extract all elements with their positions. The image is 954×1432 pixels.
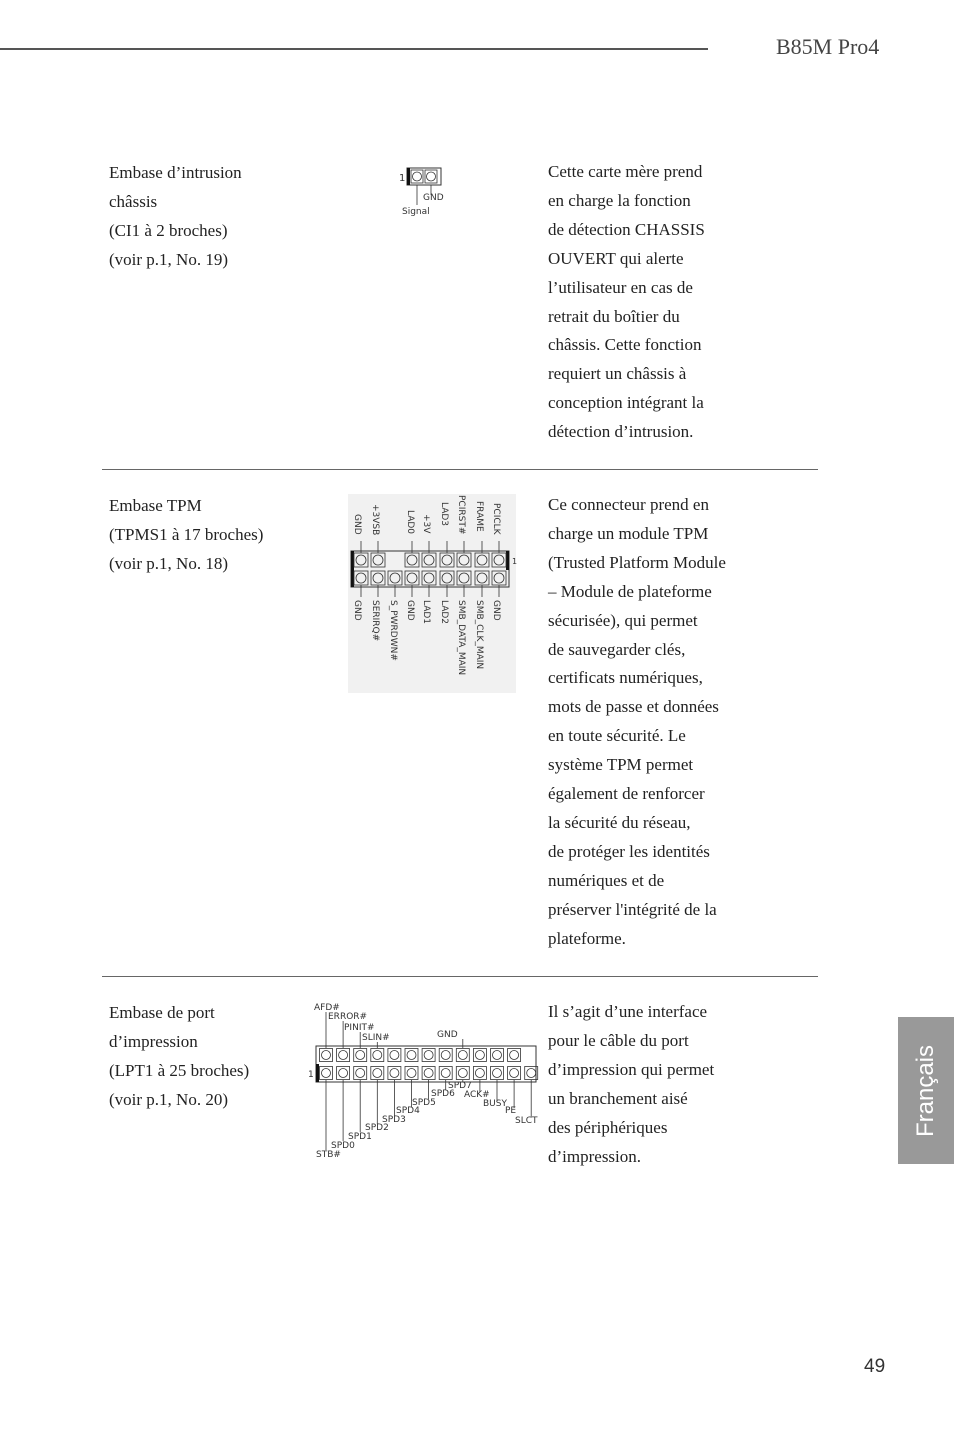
tpm-bottom-label: GND bbox=[405, 600, 415, 621]
connector-pin-hole bbox=[441, 1051, 450, 1060]
lpt-bottom-label: PE bbox=[505, 1106, 517, 1116]
section-divider bbox=[102, 469, 818, 470]
tpm-bottom-label: GND bbox=[352, 600, 362, 621]
lpt-pins bbox=[320, 1049, 538, 1080]
chassis-header-title: Embase d’intrusion châssis (CI1 à 2 broches) (voir p.1, No. 19) bbox=[109, 163, 242, 269]
lpt-top-label: GND bbox=[437, 1030, 458, 1040]
lpt-bottom-label: SPD6 bbox=[431, 1089, 455, 1099]
connector-pin-hole bbox=[424, 1069, 433, 1078]
connector-pin-hole bbox=[458, 1069, 467, 1078]
tpm-top-label: +3VSB bbox=[370, 504, 380, 536]
tpm-bottom-label: LAD2 bbox=[439, 600, 449, 625]
lpt-bottom-label: STB# bbox=[316, 1150, 341, 1160]
tpm-bottom-label: LAD1 bbox=[421, 600, 431, 625]
lpt-bottom-label: SPD7 bbox=[448, 1081, 472, 1091]
lpt-bottom-label: SPD3 bbox=[382, 1115, 406, 1125]
connector-pin-hole bbox=[407, 1069, 416, 1078]
lpt-top-label: PINIT# bbox=[344, 1023, 375, 1033]
gnd-label: GND bbox=[423, 193, 444, 203]
connector-pin-hole bbox=[493, 1069, 502, 1078]
pin1-label: 1 bbox=[308, 1070, 314, 1080]
tpm-bottom-label: SMB_DATA_MAIN bbox=[456, 600, 466, 676]
tpm-top-label: +3V bbox=[421, 514, 431, 534]
chassis-header-description: Cette carte mère prend en charge la fonction de détection CHASSIS OUVERT qui alerte l’utilisateur en cas de retrait du boîtier du châssis. Cette fonction requiert un châssis à conception intégrant la détection d’intrusion. bbox=[548, 162, 705, 442]
lpt-top-label: SLIN# bbox=[362, 1033, 390, 1043]
chassis-header-diagram bbox=[396, 164, 466, 220]
language-tab-label: Français bbox=[912, 1044, 939, 1137]
connector-pin-hole bbox=[356, 1069, 365, 1078]
connector-pin-hole bbox=[458, 1051, 467, 1060]
pin1-label: 1 bbox=[399, 173, 406, 184]
tpm-top-label: PCIRST# bbox=[456, 495, 466, 535]
connector-pin-hole bbox=[424, 1051, 433, 1060]
connector-pin-hole bbox=[510, 1051, 519, 1060]
tpm-bottom-label: SERIRQ# bbox=[370, 600, 380, 642]
lpt-bottom-label: SPD2 bbox=[365, 1123, 389, 1133]
lpt-top-label: ERROR# bbox=[328, 1012, 368, 1022]
section-divider bbox=[102, 976, 818, 977]
lpt-bottom-label: SPD5 bbox=[412, 1098, 436, 1108]
lpt-bottom-label: BUSY bbox=[483, 1099, 507, 1109]
tpm-bottom-label: GND bbox=[491, 600, 501, 621]
connector-pin-hole bbox=[407, 1051, 416, 1060]
page-number: 49 bbox=[864, 1356, 886, 1377]
connector-pin-hole bbox=[390, 1051, 399, 1060]
connector-pin-hole bbox=[373, 1051, 382, 1060]
lpt-bottom-label: SPD4 bbox=[396, 1106, 420, 1116]
tpm-top-label: FRAME bbox=[474, 501, 484, 532]
connector-pin-hole bbox=[510, 1069, 519, 1078]
connector-pin-hole bbox=[441, 1069, 450, 1078]
tpm-header-title: Embase TPM (TPMS1 à 17 broches) (voir p.1, No. 18) bbox=[109, 496, 264, 573]
connector-pin-hole bbox=[322, 1069, 331, 1078]
lpt-top-label: AFD# bbox=[314, 1003, 340, 1013]
signal-label: Signal bbox=[402, 207, 430, 217]
connector-pin-hole bbox=[475, 1069, 484, 1078]
lpt-bottom-label: SPD0 bbox=[331, 1141, 355, 1151]
tpm-top-label: PCICLK bbox=[491, 503, 501, 535]
language-tab[interactable] bbox=[898, 1017, 954, 1164]
lpt-bottom-label: ACK# bbox=[464, 1090, 490, 1100]
connector-pin-hole bbox=[493, 1051, 502, 1060]
connector-pin-hole bbox=[390, 1069, 399, 1078]
connector-pin-hole bbox=[475, 1051, 484, 1060]
tpm-bottom-label: S_PWRDWN# bbox=[388, 600, 398, 661]
connector-pin-hole bbox=[339, 1051, 348, 1060]
tpm-bottom-label: SMB_CLK_MAIN bbox=[474, 600, 484, 670]
lpt-bottom-label: SLCT bbox=[515, 1116, 538, 1126]
tpm-top-label: LAD3 bbox=[439, 502, 449, 527]
connector-pin-hole bbox=[339, 1069, 348, 1078]
tpm-header-diagram bbox=[348, 494, 516, 693]
lpt-bottom-label: SPD1 bbox=[348, 1132, 372, 1142]
connector-pin-hole bbox=[322, 1051, 331, 1060]
tpm-top-label: GND bbox=[352, 514, 362, 535]
pin1-label: 1 bbox=[512, 557, 518, 566]
lpt-header-title: Embase de port d’impression (LPT1 à 25 broches) (voir p.1, No. 20) bbox=[109, 1003, 250, 1109]
connector-pin-hole bbox=[373, 1069, 382, 1078]
connector-pin-hole bbox=[527, 1069, 536, 1078]
tpm-header-description: Ce connecteur prend en charge un module TPM (Trusted Platform Module – Module de plateforme sécurisée), qui permet de sauvegarder clés, certificats numériques, mots de passe et données en toute sécurité. Le système TPM permet également de renforcer la sécurité du réseau, de protéger les identités numériques et de préserver l'intégrité de la plateforme. bbox=[548, 495, 726, 948]
model-title: B85M Pro4 bbox=[776, 34, 880, 59]
header-rule bbox=[0, 48, 708, 50]
connector-pin-hole bbox=[356, 1051, 365, 1060]
lpt-header-diagram bbox=[306, 1000, 542, 1162]
tpm-top-label: LAD0 bbox=[405, 510, 415, 535]
lpt-header-description: Il s’agit d’une interface pour le câble du port d’impression qui permet un branchement aisé des périphériques d’impression. bbox=[548, 1002, 715, 1166]
